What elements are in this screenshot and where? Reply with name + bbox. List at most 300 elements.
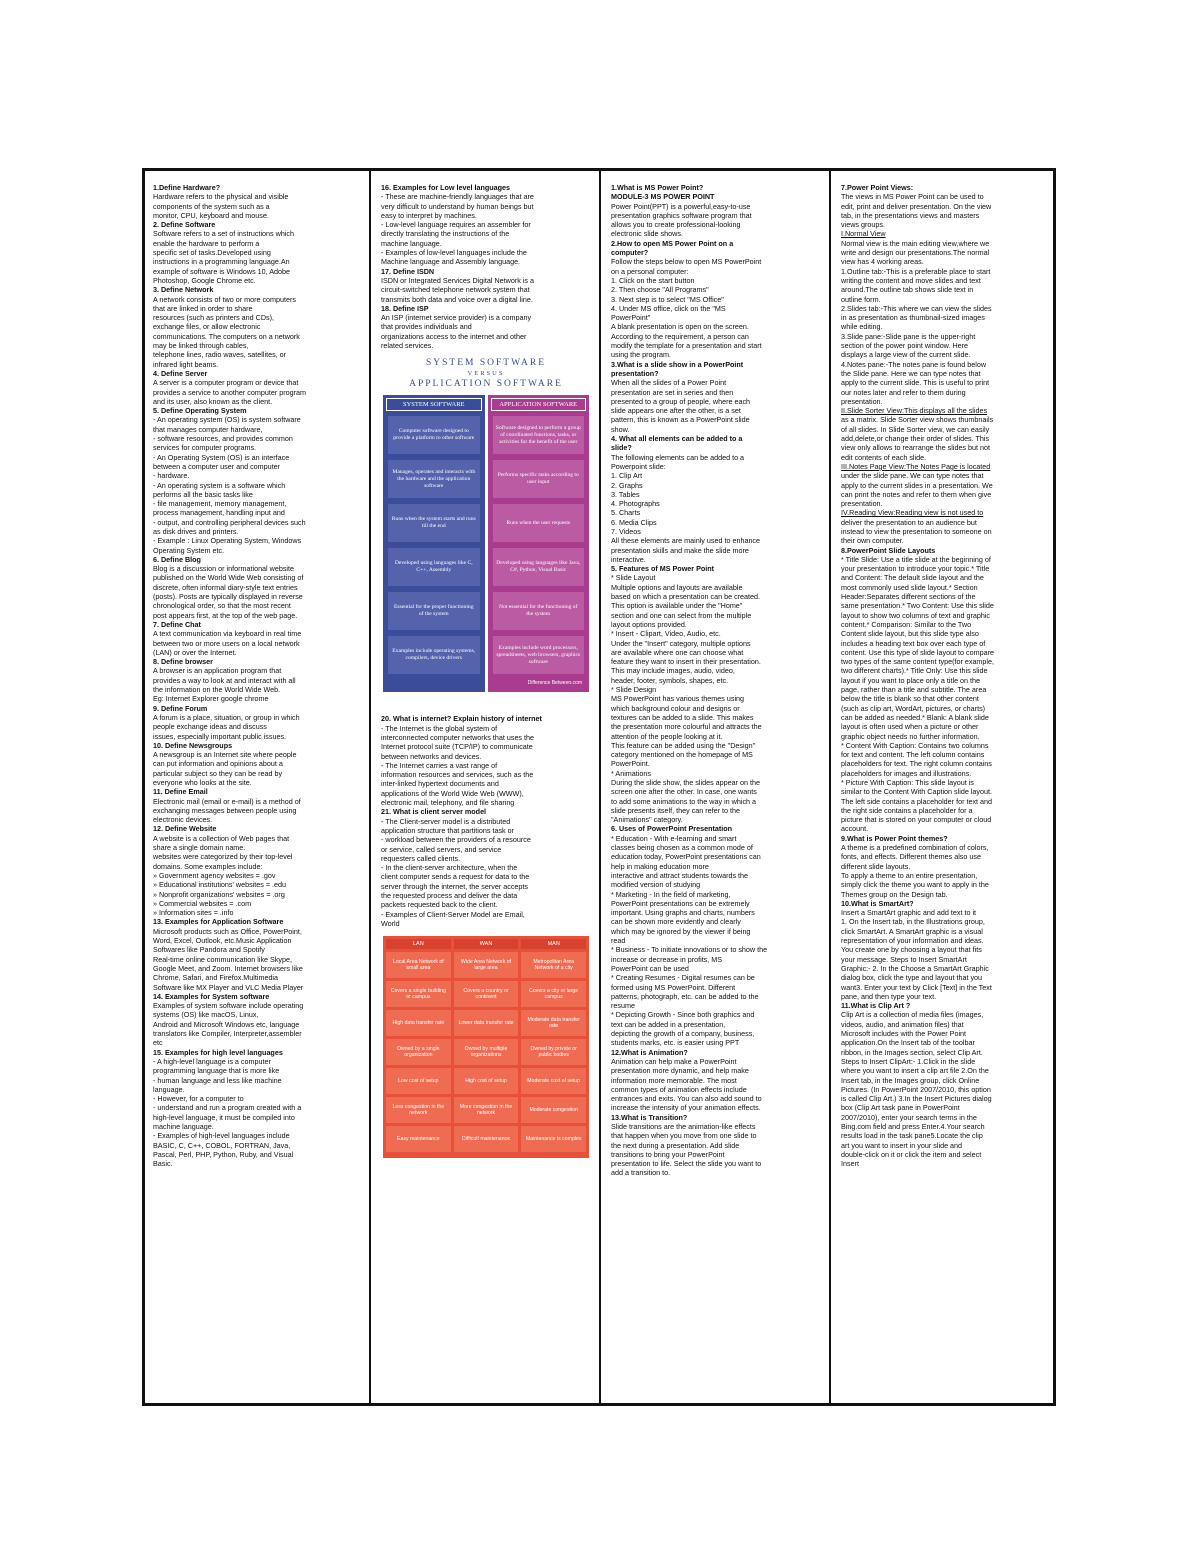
- text-line: machine language.: [153, 1121, 214, 1131]
- comparison-cell: Runs when the user requests: [493, 504, 585, 542]
- text-line: instructions in a programming language.An: [153, 257, 290, 267]
- network-table-cell: Moderate cost of setup: [521, 1068, 586, 1094]
- text-line: * Creating Resumes - Digital resumes can be: [611, 973, 755, 983]
- heading-line: presentation?: [611, 368, 659, 378]
- text-line: exchange files, or allow electronic: [153, 322, 261, 332]
- text-line: The left side contains a placeholder for text and: [841, 796, 993, 806]
- text-line: PowerPoint can be used: [611, 963, 689, 973]
- column-2-text-top: [381, 183, 591, 350]
- text-line: click SmartArt. A SmartArt graphic is a visual: [841, 926, 983, 936]
- text-line: 4. Under MS office, click on the "MS: [611, 303, 726, 313]
- comparison-cell: Examples include operating systems, compilers, device drivers: [388, 636, 480, 674]
- text-line: Internet protocol suite (TCP/IP) to communicate: [381, 742, 533, 752]
- text-line: resume: [611, 1001, 635, 1011]
- heading-line: 20. What is internet? Explain history of internet: [381, 714, 542, 724]
- text-line: - An operating system is a software which: [153, 480, 286, 490]
- text-line: This option is available under the "Home": [611, 601, 743, 611]
- text-line: organizations access to the internet and other: [381, 331, 527, 341]
- network-table-cell: Covers a country or continent: [454, 981, 519, 1007]
- text-line: views groups.: [841, 220, 885, 230]
- text-line: or service, called servers, and service: [381, 844, 502, 854]
- text-line: between a computer user and computer: [153, 461, 281, 471]
- text-line: Clip Art is a collection of media files (images,: [841, 1010, 984, 1020]
- text-line: The views in MS Power Point can be used to: [841, 192, 984, 202]
- text-line: provides a service to another computer program: [153, 387, 307, 397]
- text-line: tab, in the presentations views and masters: [841, 210, 980, 220]
- text-line: between networks and devices.: [381, 751, 482, 761]
- text-line: 1. Click on the start button: [611, 275, 695, 285]
- text-line: * Picture With Caption: This slide layout is: [841, 778, 974, 787]
- text-line: III.Notes Page View:The Notes Page is located: [841, 461, 991, 471]
- text-line: Insert a SmartArt graphic and add text to it: [841, 908, 977, 918]
- text-line: people exchange ideas and discuss: [153, 722, 267, 732]
- text-line: etc: [153, 1038, 163, 1048]
- text-line: most commonly used slide layout.* Section: [841, 582, 978, 592]
- text-line: client computer sends a request for data to the: [381, 872, 530, 882]
- text-line: information resources and services, such as the: [381, 770, 534, 780]
- text-line: Steps to Insert ClipArt:- 1.Click in the slide: [841, 1056, 976, 1066]
- heading-line: 5. Define Operating System: [153, 406, 247, 416]
- text-line: add,delete,or change their order of slides. This: [841, 434, 990, 444]
- network-table-cell: Maintenance is complex: [521, 1126, 586, 1152]
- text-line: simply click the theme you want to apply in the: [841, 880, 989, 890]
- heading-line: computer?: [611, 248, 649, 258]
- text-line: show.: [611, 424, 630, 434]
- text-line: Insert tab, in the Images group, click Online: [841, 1075, 980, 1085]
- text-line: websites were categorized by their top-level: [153, 852, 293, 862]
- text-line: - file management, memory management,: [153, 499, 287, 509]
- notes-sheet: [142, 168, 1056, 1406]
- system-software-column: [383, 395, 485, 692]
- text-line: Slide transitions are the animation-like effects: [611, 1121, 756, 1131]
- comparison-cell: Not essential for the functioning of the system: [493, 592, 585, 630]
- text-line: » Commercial websites = .com: [153, 898, 252, 908]
- figure-title-system: SYSTEM SOFTWARE: [426, 358, 546, 369]
- text-line: electronic mail, telephony, and file sharing: [381, 798, 515, 808]
- text-line: are available where one can choose what: [611, 647, 744, 657]
- text-line: - The Client-server model is a distributed: [381, 816, 511, 826]
- text-line: page, rather than a title and subtitle. The area: [841, 685, 987, 695]
- text-line: systems (OS) like macOS, Linux,: [153, 1010, 259, 1020]
- text-line: based on which a presentation can be created.: [611, 592, 761, 602]
- network-table-cell: More congestion in the network: [454, 1097, 519, 1123]
- text-line: - output, and controlling peripheral devices such: [153, 517, 306, 527]
- text-line: content.* Comparison: Similar to the Two: [841, 619, 972, 629]
- text-line: A theme is a predefined combination of colors,: [841, 843, 989, 853]
- comparison-cell: Performs specific tasks according to user input: [493, 460, 585, 498]
- text-line: - human language and less like machine: [153, 1075, 282, 1085]
- text-line: published on the World Wide Web consisting of: [153, 573, 304, 583]
- text-line: provides a way to look at and interact with all: [153, 675, 296, 685]
- text-line: section and one can select from the multiple: [611, 610, 752, 620]
- text-line: ribbon, in the Images section, select Clip Art.: [841, 1047, 983, 1057]
- text-line: textures can be added to a slide. This makes: [611, 712, 754, 722]
- text-line: category mentioned on the homepage of MS: [611, 750, 753, 760]
- text-line: fonts, and effects. Different themes also use: [841, 852, 981, 862]
- system-software-header: SYSTEM SOFTWARE: [386, 398, 482, 411]
- text-line: specific set of tasks.Developed using: [153, 248, 271, 258]
- text-line: A newsgroup is an Internet site where people: [153, 750, 297, 760]
- text-line: - However, for a computer to: [153, 1094, 244, 1104]
- heading-line: 2. Define Software: [153, 220, 216, 230]
- column-2-text-bottom: [381, 714, 591, 928]
- text-line: process management, handling input and: [153, 508, 285, 518]
- network-table-cell: Less congestion in the network: [386, 1097, 451, 1123]
- network-table-cell: Owned by a single organization: [386, 1039, 451, 1065]
- text-line: 7. Videos: [611, 526, 641, 536]
- text-line: - software resources, and provides common: [153, 434, 293, 444]
- text-line: language.: [153, 1084, 185, 1094]
- text-line: BASIC, C, C++, COBOL, FORTRAN, Java,: [153, 1140, 291, 1150]
- network-table-cell: Moderate data transfer rate: [521, 1010, 586, 1036]
- text-line: pane, and then type your text.: [841, 991, 937, 1001]
- text-line: presentation.: [841, 499, 883, 509]
- column-4: [833, 171, 1053, 1403]
- text-line: Android and Microsoft Windows etc, language: [153, 1019, 300, 1029]
- text-line: on a personal computer:: [611, 266, 689, 276]
- network-table-header: WAN: [454, 939, 519, 949]
- heading-line: 7.Power Point Views:: [841, 183, 914, 192]
- text-line: ISDN or Integrated Services Digital Network is a: [381, 275, 534, 285]
- text-line: that are linked in order to share: [153, 303, 253, 313]
- comparison-cell: Essential for the proper functioning of the system: [388, 592, 480, 630]
- text-line: layout is often used when a picture or other: [841, 722, 979, 732]
- network-table-cell: Wide Area Network of large area: [454, 952, 519, 978]
- heading-line: 9.What is Power Point themes?: [841, 833, 948, 843]
- text-line: » Information sites = .info: [153, 908, 234, 918]
- text-line: You create one by choosing a layout that fits: [841, 945, 982, 955]
- text-line: A website is a collection of Web pages that: [153, 833, 290, 843]
- text-line: Photoshop, Google Chrome etc.: [153, 275, 256, 285]
- system-vs-application-software-figure: [383, 358, 589, 692]
- text-line: account.: [841, 824, 869, 834]
- text-line: 2.Slides tab:-This where we can view the slides: [841, 303, 992, 313]
- network-comparison-table: [383, 936, 589, 1158]
- text-line: videos, audio, and animation files) that: [841, 1019, 964, 1029]
- text-line: Software like MX Player and VLC Media Player: [153, 982, 304, 992]
- text-line: header, footer, symbols, shapes, etc.: [611, 675, 729, 685]
- text-line: application structure that partitions task or: [381, 825, 515, 835]
- comparison-cell: Runs when the system starts and runs till the end: [388, 504, 480, 542]
- text-line: Machine language and Assembly language.: [381, 257, 521, 267]
- text-line: When all the slides of a Power Point: [611, 378, 727, 388]
- network-table-cell: Metropolitan Area Network of a city: [521, 952, 586, 978]
- network-table-cell: Owned by multiple organizations: [454, 1039, 519, 1065]
- text-line: information more memorable. The most: [611, 1075, 737, 1085]
- text-line: Under the "Insert" category, multiple options: [611, 638, 751, 648]
- text-line: services for computer programs.: [153, 443, 257, 453]
- text-line: All these elements are mainly used to enhance: [611, 536, 761, 546]
- comparison-cell: Computer software designed to provide a platform to other software: [388, 416, 480, 454]
- text-line: your presentation to introduce your topic.* Title: [841, 564, 990, 574]
- text-line: pattern, this is known as a PowerPoint slide: [611, 415, 750, 425]
- text-line: outline form.: [841, 294, 881, 304]
- text-line: everyone who looks at the site.: [153, 778, 252, 787]
- heading-line: 2.How to open MS Power Point on a: [611, 238, 734, 248]
- text-line: directly translating the instructions of the: [381, 229, 510, 239]
- text-line: Operating System etc.: [153, 545, 225, 555]
- text-line: particular subject so they can be read by: [153, 768, 283, 778]
- text-line: deliver the presentation to an audience but: [841, 517, 977, 527]
- text-line: which background colour and designs or: [611, 703, 740, 713]
- text-line: may be linked through cables,: [153, 341, 249, 351]
- heading-line: 10. Define Newsgroups: [153, 740, 233, 750]
- text-line: transitions to bring your PowerPoint: [611, 1149, 725, 1159]
- text-line: interactive.: [611, 554, 646, 564]
- heading-line: 7. Define Chat: [153, 619, 201, 629]
- text-line: Powerpoint slide:: [611, 461, 666, 471]
- text-line: telephone lines, radio waves, satellites, or: [153, 350, 287, 360]
- text-line: A forum is a place, situation, or group in which: [153, 712, 300, 722]
- text-line: Blog is a discussion or informational website: [153, 564, 295, 574]
- text-line: 6. Media Clips: [611, 517, 657, 527]
- text-line: your message. Steps to Insert SmartArt: [841, 954, 967, 964]
- text-line: classes being chosen as a common mode of: [611, 843, 753, 853]
- heading-line: MODULE-3 MS POWER POINT: [611, 192, 715, 202]
- text-line: enable the hardware to perform a: [153, 238, 260, 248]
- text-line: According to the requirement, a person can: [611, 331, 749, 341]
- text-line: presentation graphics software program that: [611, 210, 752, 220]
- text-line: Microsoft includes with the Power Point: [841, 1029, 967, 1039]
- text-line: allows you to create professional-looking: [611, 220, 741, 230]
- text-line: box (Clip Art task pane in PowerPoint: [841, 1103, 960, 1113]
- text-line: * Slide Design: [611, 685, 657, 695]
- text-line: - The Internet carries a vast range of: [381, 760, 498, 770]
- text-line: the next during a presentation. Add slide: [611, 1140, 740, 1150]
- text-line: Chrome, Safari, and Firefox.Multimedia: [153, 973, 279, 983]
- text-line: Insert: [841, 1159, 859, 1169]
- text-line: similar to the Content With Caption slide layout.: [841, 787, 993, 797]
- text-line: - These are machine-friendly languages that are: [381, 192, 534, 202]
- text-line: PowerPoint presentations can be extremely: [611, 898, 750, 908]
- text-line: text can be added in a presentation,: [611, 1019, 726, 1029]
- text-line: Animation can help make a PowerPoint: [611, 1056, 737, 1066]
- text-line: programming language that is more like: [153, 1066, 280, 1076]
- text-line: electronic devices.: [153, 815, 213, 825]
- network-table-cell: Owned by private or public bodies: [521, 1039, 586, 1065]
- text-line: infrared light beams.: [153, 359, 219, 369]
- text-line: picture that is stored on your computer or cloud: [841, 815, 992, 825]
- text-line: * Education - With e-learning and smart: [611, 833, 737, 843]
- text-line: layout to show two columns of text and graphic: [841, 610, 991, 620]
- text-line: depicting the growth of a company, business,: [611, 1029, 755, 1039]
- text-line: modify the template for a presentation and start: [611, 341, 762, 351]
- text-line: graphic object needs no further information.: [841, 731, 980, 741]
- text-line: writing the content and move slides and text: [841, 275, 981, 285]
- text-line: inter-linked hypertext documents and: [381, 779, 499, 789]
- text-line: translators like Compiler, Interpreter,assembler: [153, 1029, 302, 1039]
- text-line: packets requested back to the client.: [381, 900, 498, 910]
- text-line: that manages computer hardware,: [153, 424, 263, 434]
- heading-line: 1.Define Hardware?: [153, 183, 221, 192]
- text-line: edit, print and deliver presentation. On the view: [841, 201, 992, 211]
- heading-line: 18. Define ISP: [381, 303, 429, 313]
- text-line: view has 4 working areas.: [841, 257, 924, 267]
- text-line: Power Point(PPT) is a powerful,easy-to-use: [611, 201, 751, 211]
- text-line: A network consists of two or more computers: [153, 294, 297, 304]
- text-line: - Examples of Client-Server Model are Email,: [381, 909, 525, 919]
- text-line: layout if you want to place only a title on the: [841, 675, 981, 685]
- heading-line: 6. Uses of PowerPoint Presentation: [611, 824, 733, 834]
- text-line: in as presentation as thumbnail-sized images: [841, 313, 985, 323]
- text-line: discrete, often informal diary-style text entries: [153, 582, 298, 592]
- heading-line: 11.What is Clip Art ?: [841, 1001, 911, 1011]
- text-line: I.Normal View: [841, 229, 886, 239]
- text-line: example of software is Windows 10, Adobe: [153, 266, 291, 276]
- text-line: want3. Enter your text by Click [Text] in the Text: [841, 982, 992, 992]
- text-line: During the slide show, the slides appear on the: [611, 778, 761, 787]
- text-line: transmits both data and voice over a digital line.: [381, 294, 533, 304]
- text-line: slide presents itself, they can refer to the: [611, 805, 741, 815]
- text-line: Softwares like Pandora and Spotify: [153, 945, 265, 955]
- text-line: students marks, etc. is easier using PPT: [611, 1038, 740, 1048]
- text-line: 1.Outline tab:-This is a preferable place to start: [841, 266, 991, 276]
- text-line: high-level language, it must be compiled into: [153, 1112, 295, 1122]
- text-line: application.On the Insert tab of the toolbar: [841, 1038, 975, 1048]
- text-line: - An operating system (OS) is system software: [153, 415, 301, 425]
- heading-line: 5. Features of MS Power Point: [611, 564, 715, 574]
- text-line: our notes later and refer to them during: [841, 387, 966, 397]
- figure-source-credit: Difference Between.com: [527, 680, 582, 687]
- heading-line: 4. What all elements can be added to a: [611, 434, 743, 444]
- heading-line: 13. Examples for Application Software: [153, 917, 284, 927]
- text-line: the right side contains a placeholder for a: [841, 805, 973, 815]
- text-line: around.The outline tab shows slide text in: [841, 285, 974, 295]
- text-line: exchanging messages between people using: [153, 805, 297, 815]
- text-line: PowerPoint.: [611, 759, 650, 769]
- text-line: of all slides. In Slide Sorter view, we can easily: [841, 424, 990, 434]
- text-line: (LAN) or over the Internet.: [153, 647, 237, 657]
- text-line: Hardware refers to the physical and visible: [153, 192, 289, 202]
- comparison-cell: Developed using languages like C, C++, Assembly: [388, 548, 480, 586]
- text-line: 3.Slide pane:-Slide pane is the upper-right: [841, 331, 976, 341]
- heading-line: 13.What is Transition?: [611, 1112, 688, 1122]
- text-line: using the program.: [611, 350, 671, 360]
- text-line: Real-time online communication like Skype,: [153, 954, 293, 964]
- text-line: slide appears one after the other, is a set: [611, 406, 741, 416]
- text-line: the presentation more colourful and attracts the: [611, 722, 762, 732]
- text-line: » Government agency websites = .gov: [153, 870, 276, 880]
- network-table-cell: High data transfer rate: [386, 1010, 451, 1036]
- text-line: communications. The computers on a network: [153, 331, 300, 341]
- network-table-cell: Local Area Network of small area: [386, 952, 451, 978]
- text-line: * Slide Layout: [611, 573, 656, 583]
- text-line: An ISP (internet service provider) is a company: [381, 313, 532, 323]
- text-line: read: [611, 936, 626, 946]
- text-line: A blank presentation is open on the screen.: [611, 322, 749, 332]
- text-line: - A high-level language is a computer: [153, 1056, 271, 1066]
- text-line: 4.Notes pane:-The notes pane is found below: [841, 359, 987, 369]
- text-line: view only allows to rearrange the slides but not: [841, 443, 991, 453]
- text-line: very difficult to understand by human beings but: [381, 201, 534, 211]
- text-line: Normal view is the main editing view,where we: [841, 238, 990, 248]
- text-line: and Content: The default slide layout and the: [841, 573, 984, 583]
- network-table-cell: Lower data transfer rate: [454, 1010, 519, 1036]
- text-line: screen one after the other. In case, one wants: [611, 787, 757, 797]
- heading-line: 14. Examples for System software: [153, 991, 270, 1001]
- text-line: chronological order, so that the most recent: [153, 601, 291, 611]
- text-line: "Animations" category.: [611, 815, 683, 825]
- text-line: domains. Some examples include:: [153, 861, 263, 871]
- text-line: Header:Separates different sections of the: [841, 592, 976, 602]
- text-line: 2. Graphs: [611, 480, 643, 490]
- text-line: (such as clip art, WordArt, pictures, or charts): [841, 703, 986, 713]
- text-line: circuit-switched telephone network system that: [381, 285, 530, 295]
- heading-line: 9. Define Forum: [153, 703, 208, 713]
- text-line: and its user, also known as the client.: [153, 396, 273, 406]
- text-line: modified version of studying: [611, 880, 701, 890]
- text-line: same presentation.* Two Content: Use this slide: [841, 601, 994, 611]
- text-line: important. Using graphs and charts, numbers: [611, 908, 755, 918]
- comparison-grid: [383, 395, 589, 692]
- column-1: [145, 171, 371, 1403]
- text-line: Pascal, Perl, PHP, Python, Ruby, and Visual: [153, 1149, 294, 1159]
- text-line: can print the notes and refer to them when give: [841, 489, 992, 499]
- text-line: - workload between the providers of a resource: [381, 835, 531, 845]
- text-line: 1. Clip Art: [611, 471, 643, 481]
- network-table-cell: Low cost of setup: [386, 1068, 451, 1094]
- text-line: » Educational institutions' websites = .edu: [153, 880, 287, 890]
- text-line: Word, Excel, Outlook, etc.Music Application: [153, 936, 292, 946]
- text-line: - Example : Linux Operating System, Windows: [153, 536, 302, 546]
- text-line: representation of your information and ideas.: [841, 936, 984, 946]
- text-line: Bing.com field and press Enter.4.Your search: [841, 1121, 985, 1131]
- comparison-cell: Software designed to perform a group of coordinated functions, tasks, or activities for the benefit of the user: [493, 416, 585, 454]
- heading-line: 6. Define Blog: [153, 554, 201, 564]
- text-line: presentation more dynamic, and help make: [611, 1066, 749, 1076]
- network-table-cell: Covers a city or large campus: [521, 981, 586, 1007]
- text-line: - Examples of low-level languages include the: [381, 248, 527, 258]
- text-line: under the slide pane. We can type notes that: [841, 471, 984, 481]
- text-line: between two or more users on a local network: [153, 638, 300, 648]
- text-line: apply to the current slide. This is useful to print: [841, 378, 990, 388]
- heading-line: 8. Define browser: [153, 657, 213, 667]
- text-line: - understand and run a program created with a: [153, 1103, 302, 1113]
- text-line: post appears first, at the top of the web page.: [153, 610, 298, 620]
- text-line: Examples of system software include operating: [153, 1001, 304, 1011]
- text-line: write and design our presentations.The normal: [841, 248, 990, 258]
- figure-title-application: APPLICATION SOFTWARE: [409, 379, 563, 390]
- text-line: to add some animations to the way in which a: [611, 796, 757, 806]
- heading-line: 10.What is SmartArt?: [841, 898, 914, 908]
- text-line: education today, PowerPoint presentations can: [611, 852, 761, 862]
- heading-line: slide?: [611, 443, 632, 453]
- network-table-cell: Difficult maintenance: [454, 1126, 519, 1152]
- network-table-cell: Moderate congestion: [521, 1097, 586, 1123]
- text-line: Basic.: [153, 1159, 173, 1169]
- text-line: two types of the same content type(for example,: [841, 657, 995, 667]
- text-line: their own computer.: [841, 536, 904, 546]
- text-line: the requested process and deliver the data: [381, 890, 518, 900]
- text-line: interconnected computer networks that uses the: [381, 732, 535, 742]
- text-line: that provides individuals and: [381, 322, 472, 332]
- column-3: [603, 171, 831, 1403]
- text-line: * Title Slide: Use a title slide at the beginning of: [841, 554, 991, 564]
- text-line: issues, especially important public issues.: [153, 731, 287, 741]
- text-line: results load in the task pane5.Locate the clip: [841, 1131, 983, 1141]
- text-line: Eg: Internet Explorer google chrome: [153, 694, 269, 704]
- network-table-cell: Covers a single building or campus: [386, 981, 451, 1007]
- text-line: 1. On the Insert tab, in the Illustrations group,: [841, 917, 985, 927]
- text-line: A browser is an application program that: [153, 666, 282, 676]
- text-line: presentation.: [841, 396, 883, 406]
- text-line: - Examples of high-level languages include: [153, 1131, 290, 1141]
- text-line: share a single domain name.: [153, 843, 246, 853]
- network-table-cell: High cost of setup: [454, 1068, 519, 1094]
- text-line: - The Internet is the global system of: [381, 723, 498, 733]
- comparison-cell: Manages, operates and interacts with the hardware and the application software: [388, 460, 480, 498]
- text-line: interactive and attract students towards the: [611, 870, 749, 880]
